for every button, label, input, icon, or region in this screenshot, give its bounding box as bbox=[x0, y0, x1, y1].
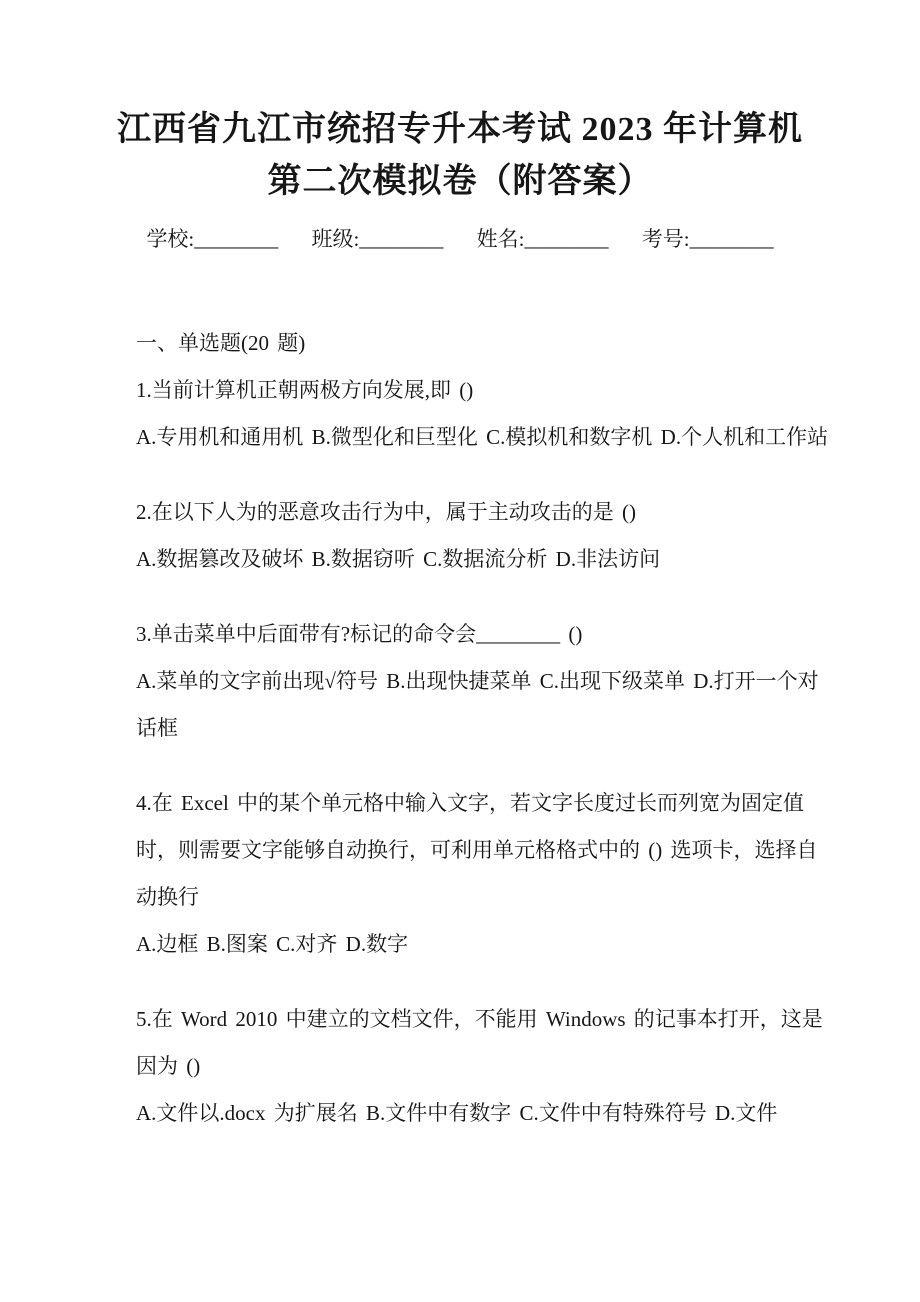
question-5 bbox=[136, 996, 832, 1137]
section-heading: 一、单选题(20 题) bbox=[136, 331, 306, 355]
question-3 bbox=[136, 611, 832, 752]
question-options: A.菜单的文字前出现√符号 B.出现快捷菜单 C.出现下级菜单 D.打开一个对话框 bbox=[136, 669, 819, 740]
class-field bbox=[312, 224, 444, 254]
exam-number-label: 考号: bbox=[641, 227, 690, 251]
question-1 bbox=[136, 367, 832, 461]
class-label: 班级: bbox=[311, 227, 360, 251]
name-field bbox=[477, 224, 609, 254]
question-options: A.文件以.docx 为扩展名 B.文件中有数字 C.文件中有特殊符号 D.文件 bbox=[136, 1101, 778, 1125]
school-label: 学校: bbox=[146, 227, 195, 251]
exam-number-field bbox=[642, 224, 774, 254]
question-stem: 2.在以下人为的恶意攻击行为中，属于主动攻击的是 () bbox=[136, 500, 636, 524]
page-title: 江西省九江市统招专升本考试 2023 年计算机第二次模拟卷（附答案） bbox=[117, 111, 803, 200]
exam-number-blank: ________ bbox=[689, 227, 774, 251]
name-label: 姓名: bbox=[476, 227, 525, 251]
question-stem: 4.在 Excel 中的某个单元格中输入文字，若文字长度过长而列宽为固定值时，则需要文字能够自动换行，可利用单元格格式中的 () 选项卡，选择自动换行 bbox=[136, 791, 818, 909]
question-options: A.数据篡改及破坏 B.数据窃听 C.数据流分析 D.非法访问 bbox=[136, 547, 661, 571]
question-stem: 3.单击菜单中后面带有?标记的命令会________ () bbox=[136, 622, 583, 646]
exam-body bbox=[0, 320, 920, 1137]
school-field bbox=[146, 224, 278, 254]
question-stem: 1.当前计算机正朝两极方向发展,即 () bbox=[136, 378, 474, 402]
question-options: A.边框 B.图案 C.对齐 D.数字 bbox=[136, 932, 409, 956]
question-options: A.专用机和通用机 B.微型化和巨型化 C.模拟机和数字机 D.个人机和工作站 bbox=[136, 425, 829, 449]
class-blank: ________ bbox=[359, 227, 444, 251]
school-blank: ________ bbox=[194, 227, 279, 251]
question-stem: 5.在 Word 2010 中建立的文档文件，不能用 Windows 的记事本打开，这是因为 () bbox=[136, 1007, 823, 1078]
question-4 bbox=[136, 780, 832, 968]
student-info-line bbox=[0, 224, 920, 254]
name-blank: ________ bbox=[524, 227, 609, 251]
question-2 bbox=[136, 489, 832, 583]
